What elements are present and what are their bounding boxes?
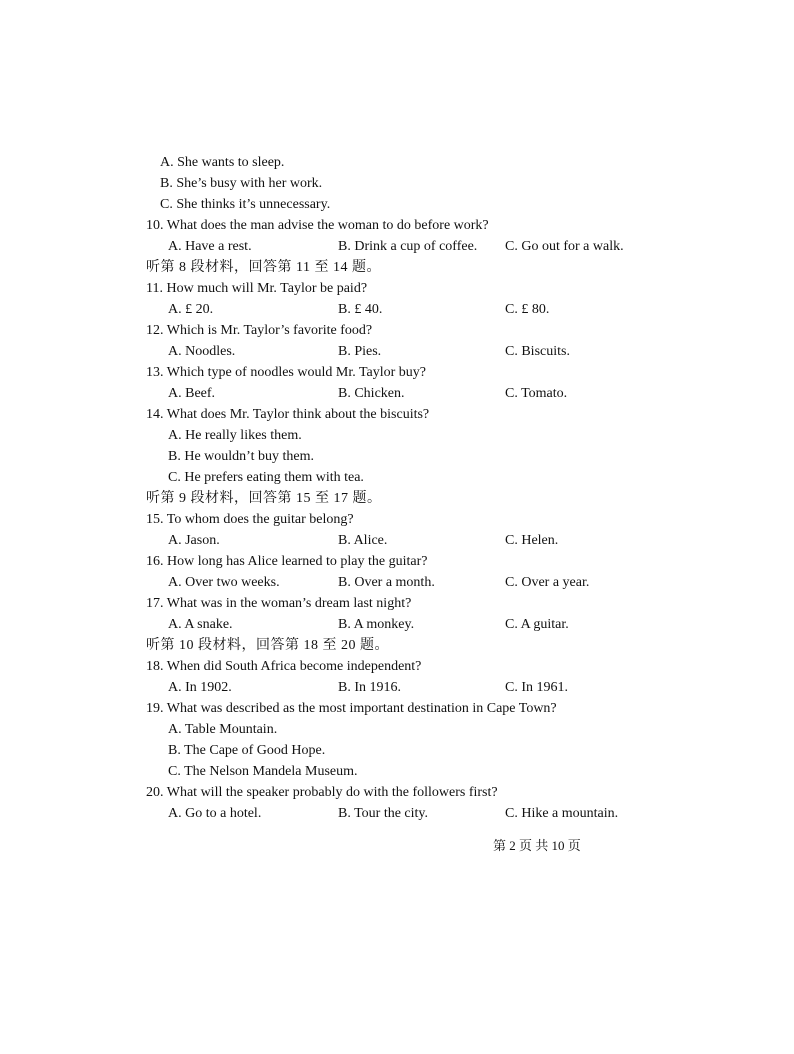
option-c: C. £ 80.: [505, 302, 550, 317]
options-row: [146, 572, 746, 593]
answer-option: A. Table Mountain.: [168, 722, 278, 737]
option-b: B. Tour the city.: [338, 806, 429, 821]
option-c: C. Tomato.: [505, 386, 568, 401]
question-text: 18. When did South Africa become independent?: [146, 659, 422, 674]
option-c: C. A guitar.: [505, 617, 569, 632]
question-text: 19. What was described as the most important destination in Cape Town?: [146, 701, 557, 716]
question-text: 12. Which is Mr. Taylor’s favorite food?: [146, 323, 373, 338]
answer-option: B. He wouldn’t buy them.: [168, 449, 314, 464]
question-text: 13. Which type of noodles would Mr. Taylor buy?: [146, 365, 427, 380]
questions-block: [146, 152, 746, 824]
option-c: C. Biscuits.: [505, 344, 570, 359]
option-a: A. Go to a hotel.: [168, 806, 262, 821]
options-row: [146, 803, 746, 824]
options-row: [146, 614, 746, 635]
question-text: 10. What does the man advise the woman to do before work?: [146, 218, 489, 233]
question-text: 16. How long has Alice learned to play the guitar?: [146, 554, 428, 569]
option-c: C. Go out for a walk.: [505, 239, 624, 254]
answer-option: C. He prefers eating them with tea.: [168, 470, 364, 485]
option-b: B. Chicken.: [338, 386, 405, 401]
section-instruction: 听第 9 段材料，回答第 15 至 17 题。: [146, 491, 382, 506]
option-b: B. In 1916.: [338, 680, 401, 695]
page-footer: 第 2 页 共 10 页: [493, 838, 581, 853]
option-c: C. Helen.: [505, 533, 559, 548]
option-a: A. A snake.: [168, 617, 233, 632]
option-a: A. Beef.: [168, 386, 216, 401]
section-instruction: 听第 10 段材料，回答第 18 至 20 题。: [146, 638, 389, 653]
option-b: B. Drink a cup of coffee.: [338, 239, 478, 254]
question-text: 14. What does Mr. Taylor think about the biscuits?: [146, 407, 430, 422]
answer-option: C. The Nelson Mandela Museum.: [168, 764, 358, 779]
question-text: 11. How much will Mr. Taylor be paid?: [146, 281, 368, 296]
answer-option: C. She thinks it’s unnecessary.: [160, 197, 331, 212]
options-row: [146, 383, 746, 404]
option-b: B. Over a month.: [338, 575, 435, 590]
options-row: [146, 236, 746, 257]
options-row: [146, 677, 746, 698]
option-b: B. A monkey.: [338, 617, 415, 632]
option-b: B. Alice.: [338, 533, 388, 548]
question-text: 15. To whom does the guitar belong?: [146, 512, 354, 527]
answer-option: A. He really likes them.: [168, 428, 302, 443]
answer-option: B. She’s busy with her work.: [160, 176, 323, 191]
options-row: [146, 299, 746, 320]
answer-option: B. The Cape of Good Hope.: [168, 743, 326, 758]
option-c: C. Hike a mountain.: [505, 806, 619, 821]
option-a: A. In 1902.: [168, 680, 232, 695]
option-a: A. £ 20.: [168, 302, 214, 317]
option-a: A. Have a rest.: [168, 239, 252, 254]
answer-option: A. She wants to sleep.: [160, 155, 285, 170]
options-row: [146, 341, 746, 362]
question-text: 20. What will the speaker probably do with the followers first?: [146, 785, 498, 800]
option-c: C. Over a year.: [505, 575, 590, 590]
option-b: B. £ 40.: [338, 302, 383, 317]
options-row: [146, 530, 746, 551]
option-c: C. In 1961.: [505, 680, 568, 695]
option-b: B. Pies.: [338, 344, 382, 359]
option-a: A. Over two weeks.: [168, 575, 280, 590]
option-a: A. Jason.: [168, 533, 220, 548]
option-a: A. Noodles.: [168, 344, 236, 359]
question-text: 17. What was in the woman’s dream last night?: [146, 596, 412, 611]
section-instruction: 听第 8 段材料，回答第 11 至 14 题。: [146, 260, 381, 275]
